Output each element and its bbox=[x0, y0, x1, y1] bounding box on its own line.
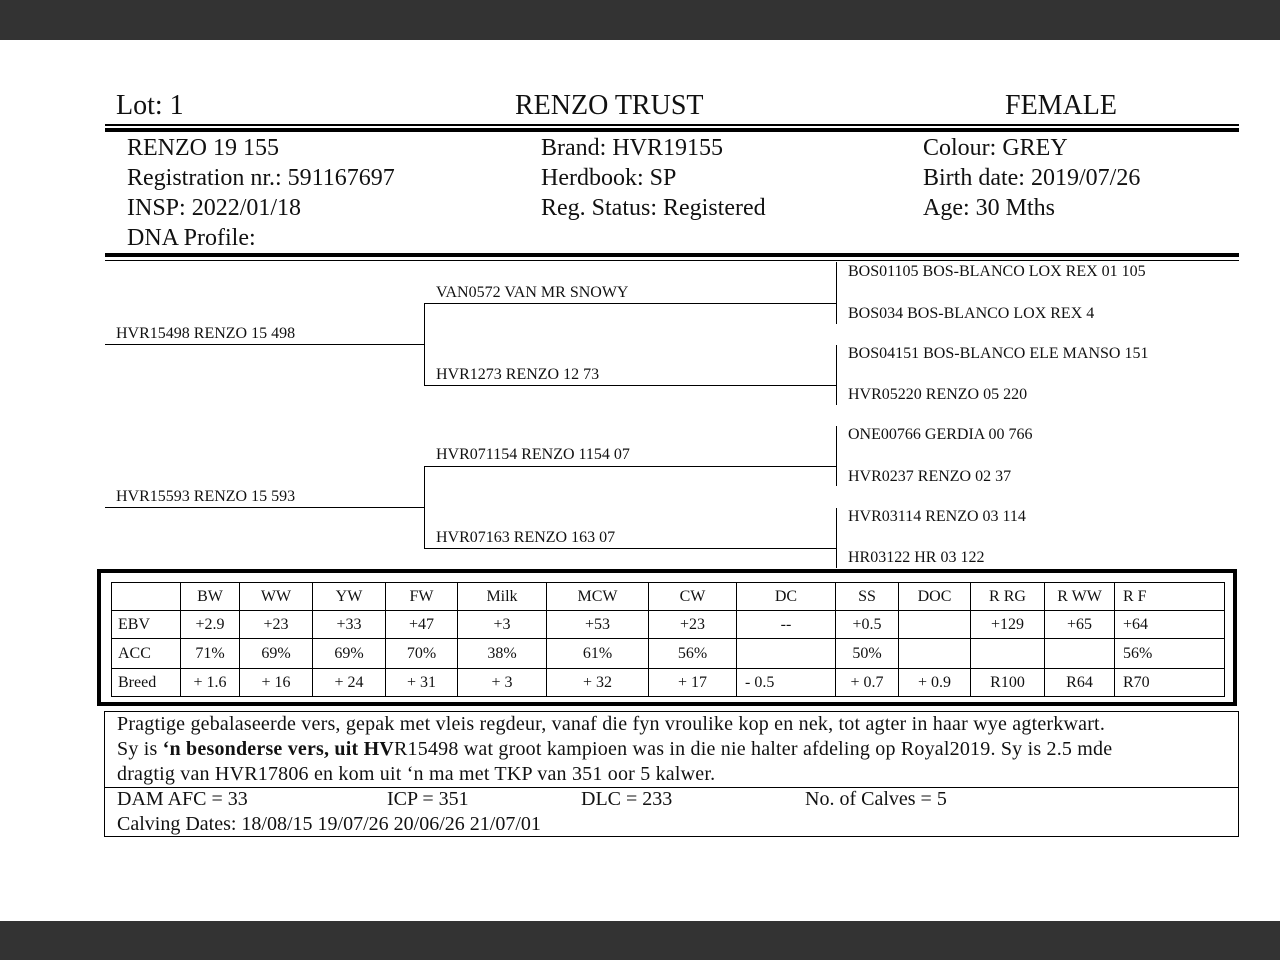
ebv-table-frame bbox=[97, 569, 1237, 706]
pedigree-line bbox=[424, 548, 836, 549]
lot-number: Lot: 1 bbox=[116, 90, 184, 121]
comment-text-run: Sy is bbox=[117, 738, 163, 760]
table-cell: 71% bbox=[181, 639, 240, 669]
ebv-table bbox=[111, 582, 1225, 697]
ggp-4: HVR05220 RENZO 05 220 bbox=[848, 386, 1028, 403]
table-cell: 69% bbox=[313, 639, 386, 669]
table-cell: + 3 bbox=[458, 669, 547, 697]
bottom-bar bbox=[0, 921, 1280, 960]
header-rule-thin bbox=[105, 124, 1239, 126]
table-row bbox=[112, 639, 1225, 669]
table-cell: + 0.7 bbox=[836, 669, 899, 697]
table-cell bbox=[1045, 639, 1115, 669]
dam-calves: No. of Calves = 5 bbox=[805, 788, 947, 810]
ggp-1: BOS01105 BOS-BLANCO LOX REX 01 105 bbox=[848, 263, 1146, 280]
header-cell: R WW bbox=[1045, 583, 1115, 611]
pedigree-bracket bbox=[424, 303, 425, 385]
header-cell: DC bbox=[737, 583, 836, 611]
table-header-row bbox=[112, 583, 1225, 611]
header-cell: MCW bbox=[547, 583, 649, 611]
comment-line: dragtig van HVR17806 en kom uit ‘n ma met TKP van 351 oor 5 kalwer. bbox=[117, 763, 716, 785]
table-cell: 38% bbox=[458, 639, 547, 669]
comment-line: Pragtige gebalaseerde vers, gepak met vleis regdeur, vanaf die fyn vroulike kop en nek, tot agter in haar wye agterkwart. bbox=[117, 713, 1106, 735]
dam-sire: HVR071154 RENZO 1154 07 bbox=[436, 446, 630, 463]
table-cell: +47 bbox=[386, 611, 458, 639]
table-cell: 56% bbox=[649, 639, 737, 669]
pedigree-line bbox=[424, 303, 836, 304]
table-cell: +65 bbox=[1045, 611, 1115, 639]
comment-text bbox=[117, 712, 1229, 787]
table-cell: +3 bbox=[458, 611, 547, 639]
table-cell bbox=[899, 639, 971, 669]
dam-dam: HVR07163 RENZO 163 07 bbox=[436, 529, 616, 546]
colour: Colour: GREY bbox=[923, 135, 1068, 161]
header-cell: Milk bbox=[458, 583, 547, 611]
table-cell: +53 bbox=[547, 611, 649, 639]
sex-label: FEMALE bbox=[1005, 90, 1117, 121]
sire-dam: HVR1273 RENZO 12 73 bbox=[436, 366, 600, 383]
table-cell: +2.9 bbox=[181, 611, 240, 639]
info-column-3 bbox=[923, 133, 1140, 223]
table-cell: -- bbox=[737, 611, 836, 639]
brand: Brand: HVR19155 bbox=[541, 135, 723, 161]
table-cell: - 0.5 bbox=[737, 669, 836, 697]
header-cell: FW bbox=[386, 583, 458, 611]
dna-profile: DNA Profile: bbox=[127, 225, 256, 251]
table-cell: + 32 bbox=[547, 669, 649, 697]
table-cell: 61% bbox=[547, 639, 649, 669]
ggp-2: BOS034 BOS-BLANCO LOX REX 4 bbox=[848, 305, 1095, 322]
table-cell: +33 bbox=[313, 611, 386, 639]
table-cell bbox=[971, 639, 1045, 669]
dam-afc: DAM AFC = 33 bbox=[117, 788, 248, 810]
header-cell bbox=[112, 583, 181, 611]
table-cell: 56% bbox=[1115, 639, 1225, 669]
pedigree-bracket bbox=[836, 345, 837, 405]
table-cell: +129 bbox=[971, 611, 1045, 639]
animal-id: RENZO 19 155 bbox=[127, 135, 279, 161]
pedigree-line bbox=[424, 385, 836, 386]
pedigree-bracket bbox=[836, 508, 837, 568]
table-cell: R64 bbox=[1045, 669, 1115, 697]
table-cell: R70 bbox=[1115, 669, 1225, 697]
sire-sire: VAN0572 VAN MR SNOWY bbox=[436, 284, 629, 301]
table-cell bbox=[899, 611, 971, 639]
pedigree-bracket bbox=[424, 466, 425, 548]
reg-status: Reg. Status: Registered bbox=[541, 195, 766, 221]
ggp-7: HVR03114 RENZO 03 114 bbox=[848, 508, 1026, 525]
ggp-3: BOS04151 BOS-BLANCO ELE MANSO 151 bbox=[848, 345, 1149, 362]
pedigree-bracket bbox=[836, 262, 837, 324]
calving-dates: Calving Dates: 18/08/15 19/07/26 20/06/26 21/07/01 bbox=[117, 813, 541, 835]
header-cell: DOC bbox=[899, 583, 971, 611]
pedigree-line bbox=[424, 466, 836, 467]
table-cell: + 24 bbox=[313, 669, 386, 697]
pedigree-bracket bbox=[836, 426, 837, 486]
ggp-5: ONE00766 GERDIA 00 766 bbox=[848, 426, 1033, 443]
header-cell: BW bbox=[181, 583, 240, 611]
header-cell: YW bbox=[313, 583, 386, 611]
comment-box bbox=[104, 711, 1239, 837]
table-cell: + 16 bbox=[240, 669, 313, 697]
ggp-6: HVR0237 RENZO 02 37 bbox=[848, 468, 1012, 485]
info-column-1 bbox=[127, 133, 395, 253]
table-row bbox=[112, 611, 1225, 639]
table-cell bbox=[737, 639, 836, 669]
header-cell: R RG bbox=[971, 583, 1045, 611]
header-cell: WW bbox=[240, 583, 313, 611]
table-cell: +64 bbox=[1115, 611, 1225, 639]
table-cell: R100 bbox=[971, 669, 1045, 697]
table-cell: + 31 bbox=[386, 669, 458, 697]
info-column-2 bbox=[541, 133, 766, 223]
table-cell: 69% bbox=[240, 639, 313, 669]
row-label: Breed bbox=[112, 669, 181, 697]
header-cell: SS bbox=[836, 583, 899, 611]
insp-date: INSP: 2022/01/18 bbox=[127, 195, 302, 221]
herdbook: Herdbook: SP bbox=[541, 165, 677, 191]
header-rule-thick bbox=[105, 128, 1239, 132]
comment-text-run: R15498 wat groot kampioen was in die nie halter afdeling op Royal2019. Sy is 2.5 mde bbox=[393, 738, 1113, 760]
comment-line bbox=[117, 737, 1229, 762]
birth-date: Birth date: 2019/07/26 bbox=[923, 165, 1141, 191]
table-cell: + 17 bbox=[649, 669, 737, 697]
table-cell: 50% bbox=[836, 639, 899, 669]
dam-icp: ICP = 351 bbox=[387, 788, 469, 810]
dam: HVR15593 RENZO 15 593 bbox=[116, 488, 296, 505]
table-cell: +23 bbox=[649, 611, 737, 639]
comment-bold-text: ‘n besonderse vers, uit HV bbox=[162, 738, 394, 760]
age: Age: 30 Mths bbox=[923, 195, 1055, 221]
row-label: ACC bbox=[112, 639, 181, 669]
table-cell: + 1.6 bbox=[181, 669, 240, 697]
ggp-8: HR03122 HR 03 122 bbox=[848, 549, 985, 566]
header-cell: R F bbox=[1115, 583, 1225, 611]
table-cell: +0.5 bbox=[836, 611, 899, 639]
pedigree-line bbox=[105, 507, 424, 508]
table-cell: +23 bbox=[240, 611, 313, 639]
table-row bbox=[112, 669, 1225, 697]
registration-number: Registration nr.: 591167697 bbox=[127, 165, 395, 191]
pedigree-line bbox=[105, 344, 424, 345]
dam-dlc: DLC = 233 bbox=[581, 788, 673, 810]
table-cell: 70% bbox=[386, 639, 458, 669]
table-cell: + 0.9 bbox=[899, 669, 971, 697]
info-rule-thick bbox=[105, 253, 1239, 257]
sire: HVR15498 RENZO 15 498 bbox=[116, 325, 296, 342]
top-bar bbox=[0, 0, 1280, 40]
animal-title: RENZO TRUST bbox=[515, 90, 704, 121]
info-rule-thin bbox=[105, 260, 1239, 261]
row-label: EBV bbox=[112, 611, 181, 639]
header-cell: CW bbox=[649, 583, 737, 611]
